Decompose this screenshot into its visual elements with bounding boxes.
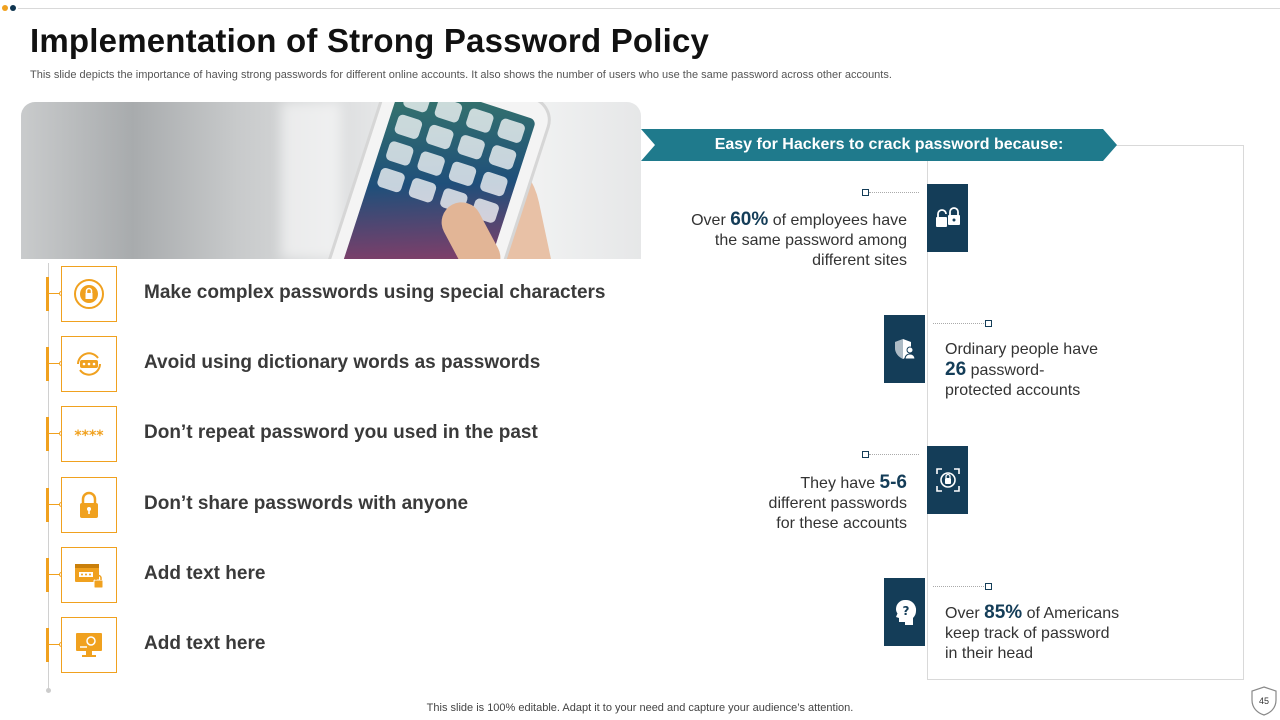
browser-lock-icon <box>61 547 117 603</box>
policy-item <box>46 547 646 603</box>
top-divider <box>18 8 1280 9</box>
page-number: 45 <box>1258 696 1269 706</box>
lock-circle-icon <box>61 266 117 322</box>
stat-connector <box>933 323 986 324</box>
stat-marker <box>985 320 992 327</box>
stat-text: Over 60% of employees have the same password among different sites <box>691 209 907 269</box>
policy-item <box>46 406 646 462</box>
policy-item <box>46 336 646 392</box>
stats-frame <box>927 145 1244 680</box>
hand-holding-phone-image <box>21 102 641 259</box>
stat-connector <box>933 586 986 587</box>
unlocked-padlocks-icon <box>927 184 968 252</box>
policy-label: Don’t share passwords with anyone <box>144 493 469 514</box>
stat-value: 85% <box>984 602 1023 623</box>
stat-value: 60% <box>730 209 769 230</box>
policy-item <box>46 617 646 673</box>
padlock-icon <box>61 477 117 533</box>
asterisks-icon <box>61 406 117 462</box>
policy-label: Add text here <box>144 633 266 654</box>
panel-banner <box>641 129 1117 161</box>
head-question-icon <box>884 578 925 646</box>
password-refresh-icon <box>61 336 117 392</box>
policy-item <box>46 477 646 533</box>
stat-text: Ordinary people have 26 password- protected accounts <box>945 341 1098 399</box>
policy-label: Make complex passwords using special characters <box>144 282 606 303</box>
stat-marker <box>985 583 992 590</box>
policy-label: Don’t repeat password you used in the past <box>144 422 538 443</box>
panel-banner-text: Easy for Hackers to crack password because: <box>714 136 1064 153</box>
page-title: Implementation of Strong Password Policy <box>30 22 710 59</box>
stat-connector <box>869 192 919 193</box>
policy-label: Add text here <box>144 563 266 584</box>
accent-dot-orange <box>2 5 8 11</box>
stat-value: 5-6 <box>879 472 907 493</box>
timeline-end-dot <box>46 688 51 693</box>
footer-note: This slide is 100% editable. Adapt it to your need and capture your audience’s attention. <box>426 702 854 714</box>
stat-marker <box>862 451 869 458</box>
shield-user-icon <box>884 315 925 383</box>
policy-label: Avoid using dictionary words as passwords <box>144 352 541 373</box>
policy-item <box>46 266 646 322</box>
svg-text:****: **** <box>74 428 104 444</box>
monitor-security-icon <box>61 617 117 673</box>
stat-connector <box>869 454 919 455</box>
stat-marker <box>862 189 869 196</box>
page-subtitle: This slide depicts the importance of having strong passwords for different online accounts. It also shows the number of users who use the same password across other accounts. <box>30 69 892 81</box>
svg-text:?: ? <box>902 604 909 618</box>
password-scan-icon <box>927 446 968 514</box>
stat-value: 26 <box>945 359 967 380</box>
accent-dot-navy <box>10 5 16 11</box>
stat-text: Over 85% of Americans keep track of password in their head <box>945 602 1120 662</box>
stat-text: They have 5-6 different passwords for these accounts <box>768 472 907 532</box>
